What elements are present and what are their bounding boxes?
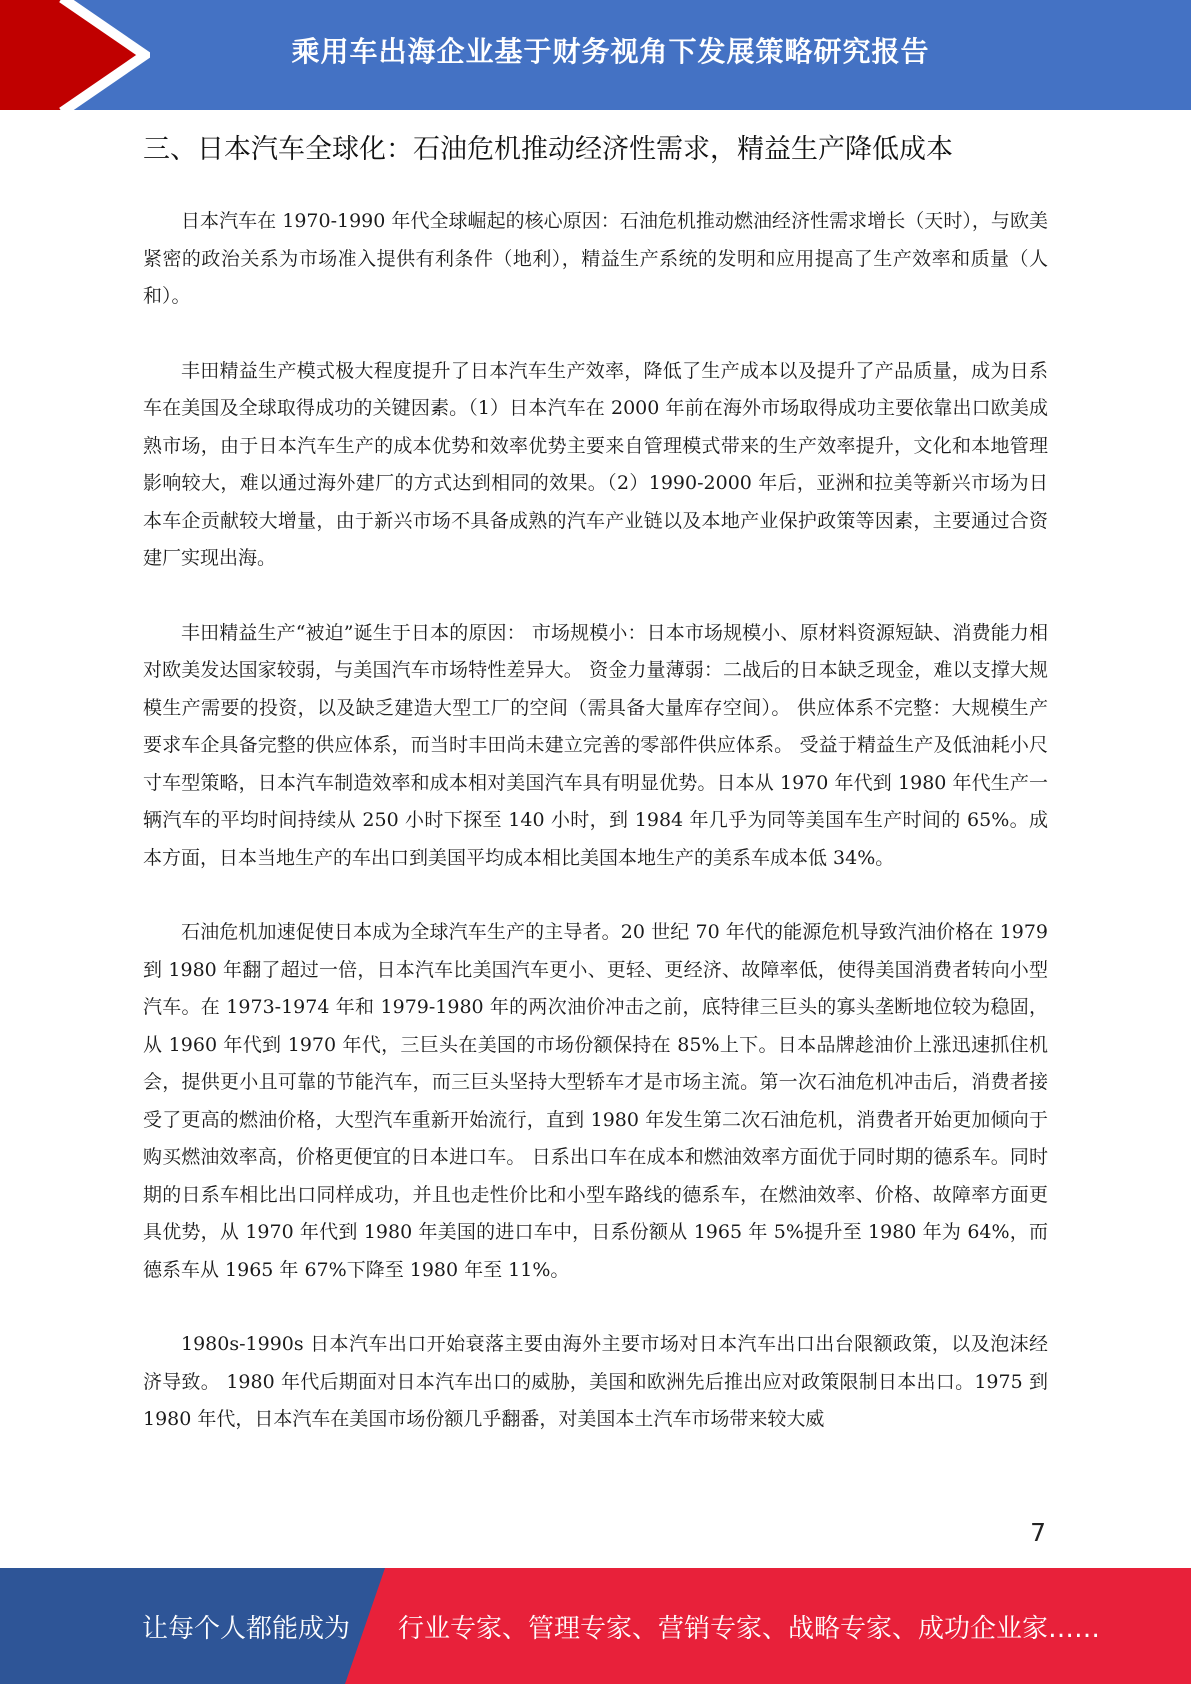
report-title: 乘用车出海企业基于财务视角下发展策略研究报告 <box>291 35 930 68</box>
paragraph: 石油危机加速促使日本成为全球汽车生产的主导者。20 世纪 70 年代的能源危机导致汽油价格在 1979 到 1980 年翻了超过一倍，日本汽车比美国汽车更小、更轻、更经济、故障率低，使得美国消费者转向小型汽车。在 1973-1974 年和 1979-1980 年的两次油价冲击之前，底特律三巨头的寡头垄断地位较为稳固，从 1960 年代到 1970 年代，三巨头在美国的市场份额保持在 85%上下。日本品牌趁油价上涨迅速抓住机会，提供更小且可靠的节能汽车，而三巨头坚持大型轿车才是市场主流。第一次石油危机冲击后，消费者接受了更高的燃油价格，大型汽车重新开始流行，直到 1980 年发生第二次石油危机，消费者开始更加倾向于购买燃油效率高，价格更便宜的日本进口车。 日系出口车在成本和燃油效率方面优于同时期的德系车。同时期的日系车相比出口同样成功，并且也走性价比和小型车路线的德系车，在燃油效率、价格、故障率方面更具优势，从 1970 年代到 1980 年美国的进口车中，日系份额从 1965 年 5%提升至 1980 年为 64%，而德系车从 1965 年 67%下降至 1980 年至 11%。 <box>143 921 1048 1281</box>
red-chevron-decoration <box>0 0 150 110</box>
footer-slogan-left: 让每个人都能成为 <box>142 1613 351 1644</box>
paragraph: 丰田精益生产“被迫”诞生于日本的原因： 市场规模小：日本市场规模小、原材料资源短缺、消费能力相对欧美发达国家较弱，与美国汽车市场特性差异大。 资金力量薄弱：二战后的日本缺乏现金，难以支撑大规模生产需要的投资，以及缺乏建造大型工厂的空间（需具备大量库存空间）。 供应体系不完整：大规模生产要求车企具备完整的供应体系，而当时丰田尚未建立完善的零部件供应体系。 受益于精益生产及低油耗小尺寸车型策略，日本汽车制造效率和成本相对美国汽车具有明显优势。日本从 1970 年代到 1980 年代生产一辆汽车的平均时间持续从 250 小时下探至 140 小时，到 1984 年几乎为同等美国车生产时间的 65%。成本方面，日本当地生产的车出口到美国平均成本相比美国本地生产的美系车成本低 34%。 <box>143 621 1048 869</box>
footer-slogan-right: 行业专家、管理专家、营销专家、战略专家、成功企业家…… <box>398 1613 1101 1644</box>
paragraph: 丰田精益生产模式极大程度提升了日本汽车生产效率，降低了生产成本以及提升了产品质量，成为日系车在美国及全球取得成功的关键因素。（1）日本汽车在 2000 年前在海外市场取得成功主要依靠出口欧美成熟市场，由于日本汽车生产的成本优势和效率优势主要来自管理模式带来的生产效率提升，文化和本地管理影响较大，难以通过海外建厂的方式达到相同的效果。（2）1990-2000 年后，亚洲和拉美等新兴市场为日本车企贡献较大增量，由于新兴市场不具备成熟的汽车产业链以及本地产业保护政策等因素，主要通过合资建厂实现出海。 <box>143 359 1048 569</box>
section-heading: 三、日本汽车全球化：石油危机推动经济性需求，精益生产降低成本 <box>143 134 953 165</box>
body-text <box>143 203 1048 1476</box>
page-number: 7 <box>1030 1518 1046 1547</box>
paragraph: 日本汽车在 1970-1990 年代全球崛起的核心原因：石油危机推动燃油经济性需求增长（天时），与欧美紧密的政治关系为市场准入提供有利条件（地利），精益生产系统的发明和应用提高了生产效率和质量（人和）。 <box>143 210 1048 307</box>
page-footer <box>0 1568 1191 1684</box>
paragraph: 1980s-1990s 日本汽车出口开始衰落主要由海外主要市场对日本汽车出口出台限额政策，以及泡沫经济导致。 1980 年代后期面对日本汽车出口的威胁，美国和欧洲先后推出应对政策限制日本出口。1975 到 1980 年代，日本汽车在美国市场份额几乎翻番，对美国本土汽车市场带来较大威 <box>143 1333 1048 1430</box>
page-header <box>0 0 1191 110</box>
